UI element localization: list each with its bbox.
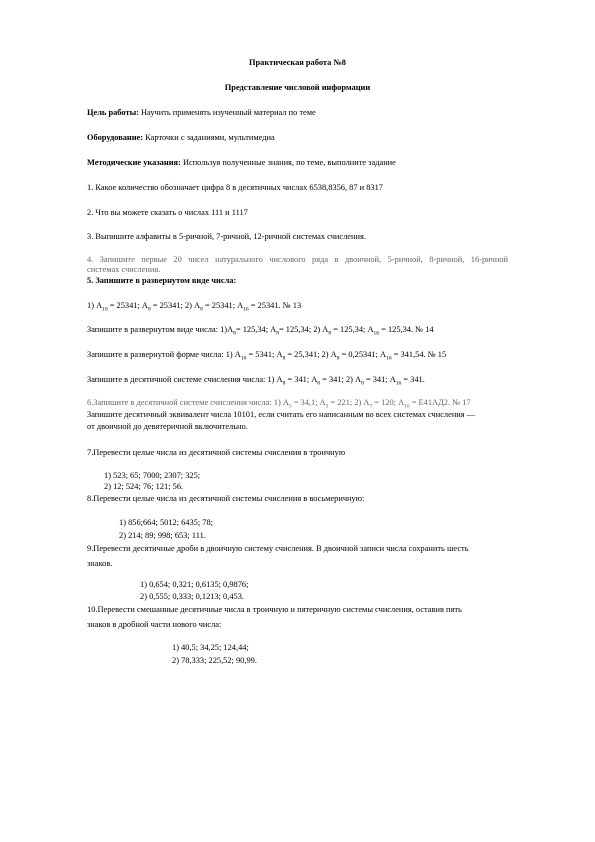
equipment-label: Оборудование: [87,133,144,142]
task-8-item-2: 2) 214; 89; 998; 653; 111. [119,531,206,540]
task-1: 1. Какое количество обозначает цифра 8 в десятичных числах 6538,8356, 87 и 8317 [87,183,383,192]
task-7-item-1: 1) 523; 65; 7000; 2307; 325; [104,471,201,480]
task-10-item-2: 2) 78,333; 225,52; 90,99. [172,656,257,665]
method-line [87,158,396,168]
task-7-item-2: 2) 12; 524; 76; 121; 56. [104,482,184,491]
equipment-text: Карточки с заданиями, мультимедиа [143,133,275,142]
task-3: 3. Выпишите алфавиты в 5-ричной, 7-ричной, 12-ричной системах счисления. [87,232,366,241]
task-6b-line-2: от двоичной до девятеричной включительно. [87,422,248,431]
task-9-item-2: 2) 0,555; 0,333; 0,1213; 0,453. [140,592,244,601]
task-4: 4. Запишите первые 20 чисел натурального числового ряда в двоичной, 5-ричной, 8-ричной, 16-ричной [87,255,508,264]
page-title: Практическая работа №8 [249,58,346,67]
task-10-item-1: 1) 40,5; 34,25; 124,44; [172,643,249,652]
goal-line [87,108,316,118]
goal-text: Научить применять изученный материал по теме [138,108,316,117]
task-5c: Запишите в развернутой форме числа: 1) $А_{10} = 5341$; $А_8 = 25,341$; 2) $А_8 = 0,25341$; $А_{16} = 341,54$. № 15 [87,350,447,362]
task-10-line-1: 10.Перевести смешанные десятичные числа в троичную и пятеричную системы счисления, оставив пять [87,605,462,614]
task-5-line: 1) $А_{10} = 25341$; $А_8 = 25341$; 2) $А_8 = 25341$; $А_{16} = 25341$. № 13 [87,301,302,313]
task-10-line-2: знаков в дробной части нового числа: [87,620,222,629]
page-subtitle: Представление числовой информации [224,83,371,92]
method-label: Методические указания: [87,158,181,167]
goal-label: Цель работы: [87,108,139,117]
task-9-item-1: 1) 0,654; 0,321; 0,6135; 0,9876; [140,580,249,589]
task-6b-line-1: Запишите десятичный эквивалент числа 10101, если считать его написанным во всех системах счисления — [87,410,476,419]
task-9-line-1: 9.Перевести десятичные дроби в двоичную систему счисления. В двоичной записи числа сохранить шесть [87,544,469,553]
task-8: 8.Перевести целые числа из десятичной системы счисления в восьмеричную: [87,494,365,503]
task-6: 6.Запишите в десятичной системе счисления числа: 1) $А_5 = 34,1$; $А_3 = 221$; 2) $А_7 = 120$; $А_{16} = Е41АД2$. № 17 [87,398,471,410]
task-5b: Запишите в развернутом виде числа: $1)А_8= 125,34$; $А_8= 125,34$; 2) $А_8 = 125,34$; $А_{16} = 125,34$. № 14 [87,325,434,337]
task-5: 5. Запишите в развернутом виде числа: [87,276,237,285]
task-7: 7.Перевести целые числа из десятичной системы счисления в троичную [87,448,346,457]
task-2: 2. Что вы можете сказать о числах 111 и 1117 [87,208,248,217]
method-text: Используя полученные знания, по теме, выполните задание [180,158,396,167]
task-9-line-2: знаков. [87,559,113,568]
equipment-line [87,133,275,143]
task-8-item-1: 1) 856;664; 5012; 6435; 78; [119,518,213,527]
task-4-continued: системах счисления. [87,265,161,274]
task-5d: Запишите в десятичной системе счисления числа: 1) $А_8 = 341$; $А_8 = 341$; 2) $А_8 = 341$; $А_{16} = 341$. [87,375,425,387]
